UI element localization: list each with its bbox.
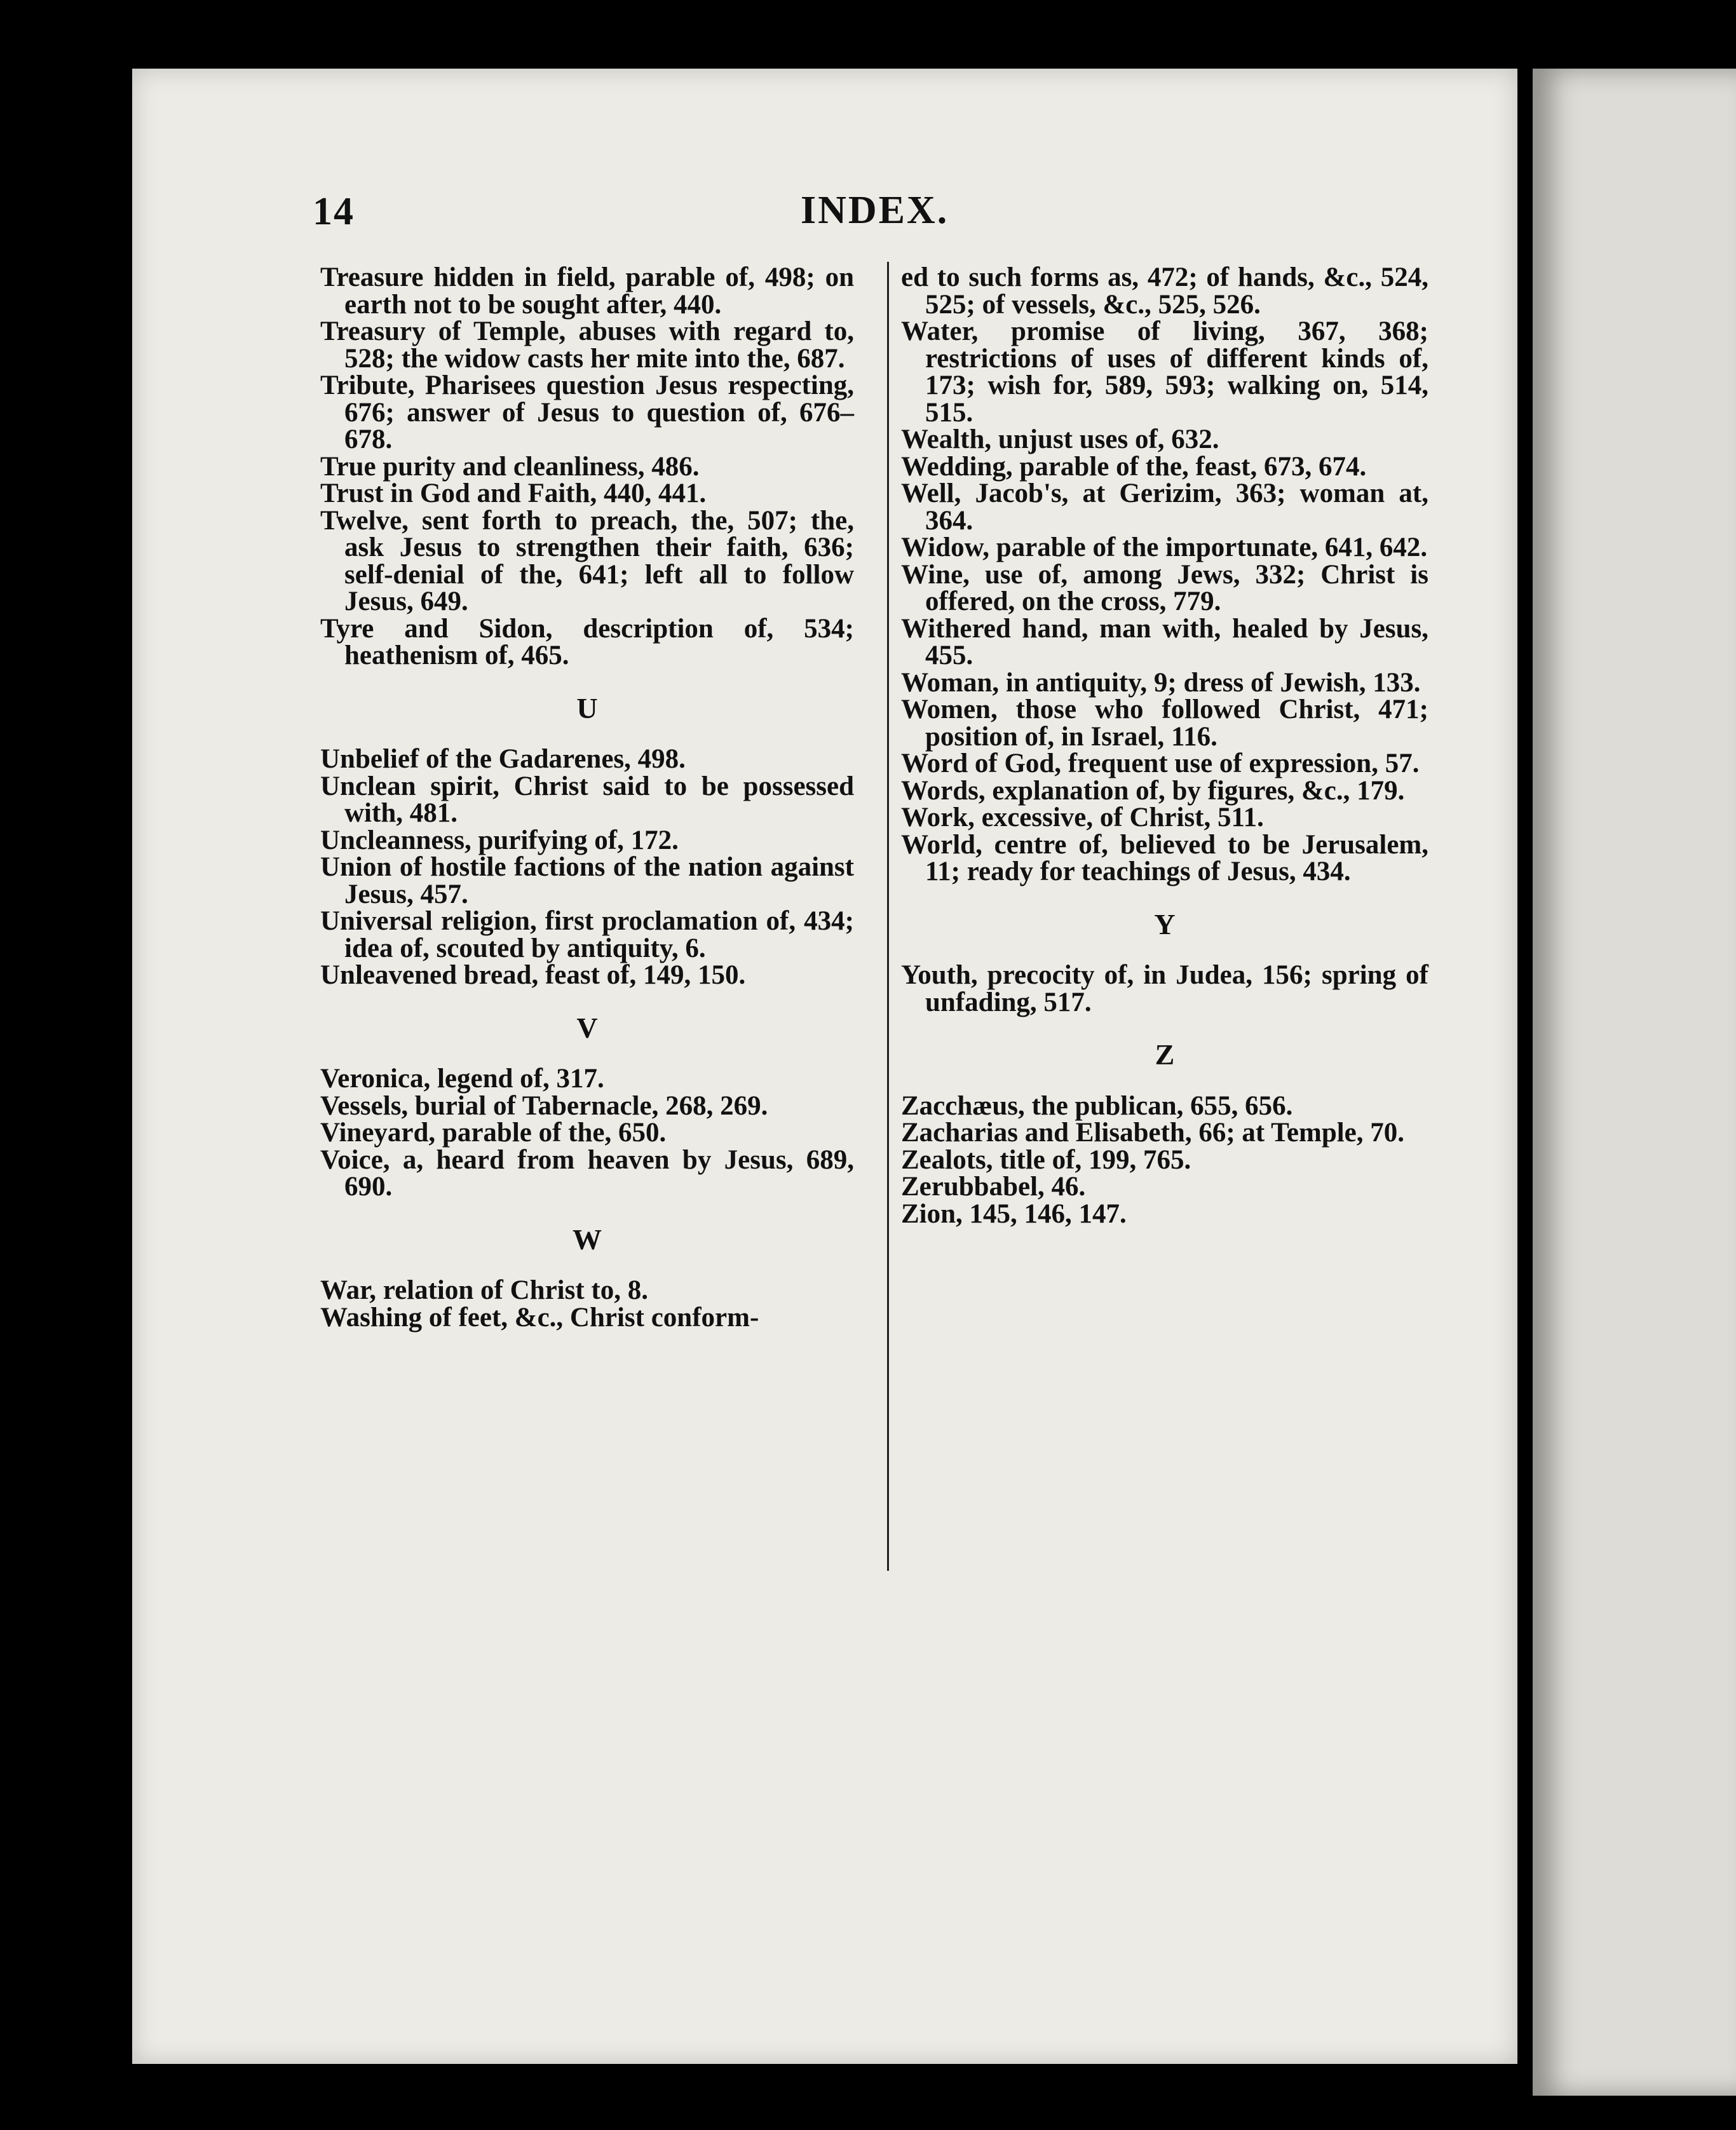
entries-u (320, 746, 854, 989)
entries-z (901, 1090, 1428, 1229)
right-column (901, 264, 1428, 1228)
index-entry: Vessels, burial of Tabernacle, 268, 269. (320, 1090, 768, 1121)
entries-w-continued (901, 264, 1428, 886)
index-entry: Woman, in antiquity, 9; dress of Jewish, 133. (901, 667, 1421, 698)
index-entry: Vineyard, parable of the, 650. (320, 1118, 667, 1148)
section-letter-u: U (576, 691, 598, 724)
index-entry: Word of God, frequent use of expression, 57. (901, 749, 1420, 778)
index-entry: Unleavened bread, feast of, 149, 150. (320, 960, 746, 990)
column-divider (887, 262, 889, 1571)
index-entry: Widow, parable of the importunate, 641, 642. (901, 532, 1428, 562)
index-entry: Uncleanness, purifying of, 172. (320, 825, 679, 855)
entries-t (320, 264, 854, 670)
index-entry: Unclean spirit, Christ said to be possessed with, 481. (320, 771, 854, 828)
entries-w (320, 1277, 854, 1331)
index-entry: Zacchæus, the publican, 655, 656. (901, 1090, 1293, 1121)
index-entry: Voice, a, heard from heaven by Jesus, 689, 690. (320, 1144, 854, 1202)
index-entry: Tribute, Pharisees question Jesus respecting, 676; answer of Jesus to question of, 676–678. (320, 370, 854, 454)
section-letter-z: Z (1155, 1038, 1175, 1071)
index-entry: True purity and cleanliness, 486. (320, 451, 700, 482)
index-entry: Treasury of Temple, abuses with regard to, 528; the widow casts her mite into the, 687. (320, 316, 854, 374)
index-entry: Twelve, sent forth to preach, the, 507; the, ask Jesus to strengthen their faith, 636; self-denial of the, 641; left all to follow Jesus, 649. (320, 505, 854, 616)
index-entry: Trust in God and Faith, 440, 441. (320, 478, 707, 508)
index-entry: Union of hostile factions of the nation against Jesus, 457. (320, 852, 854, 909)
section-letter-y: Y (1154, 907, 1176, 940)
left-column (320, 264, 854, 1331)
index-entry: Tyre and Sidon, description of, 534; heathenism of, 465. (320, 613, 854, 670)
index-entry: Zerubbabel, 46. (901, 1172, 1086, 1202)
index-entry: Treasure hidden in field, parable of, 498; on earth not to be sought after, 440. (320, 262, 854, 320)
index-entry: Women, those who followed Christ, 471; position of, in Israel, 116. (901, 695, 1428, 752)
index-entry: Zacharias and Elisabeth, 66; at Temple, 70. (901, 1118, 1405, 1148)
index-entry: Universal religion, first proclamation of, 434; idea of, scouted by antiquity, 6. (320, 906, 854, 963)
index-entry: World, centre of, believed to be Jerusalem, 11; ready for teachings of Jesus, 434. (901, 829, 1428, 886)
page-title: INDEX. (801, 189, 949, 232)
facing-page-edge (1533, 69, 1736, 2096)
index-entry: Wealth, unjust uses of, 632. (901, 424, 1219, 454)
index-entry: Zealots, title of, 199, 765. (901, 1144, 1191, 1175)
index-entry: ed to such forms as, 472; of hands, &c., 524, 525; of vessels, &c., 525, 526. (901, 262, 1428, 320)
entries-v (320, 1066, 854, 1201)
index-entry: Well, Jacob's, at Gerizim, 363; woman at, 364. (901, 478, 1428, 536)
index-entry: Unbelief of the Gadarenes, 498. (320, 744, 686, 774)
section-letter-w: W (573, 1223, 602, 1256)
index-entry: Work, excessive, of Christ, 511. (901, 803, 1264, 832)
index-entry: Washing of feet, &c., Christ conform- (320, 1302, 759, 1333)
index-entry: Wedding, parable of the, feast, 673, 674. (901, 451, 1367, 482)
index-entry: War, relation of Christ to, 8. (320, 1275, 648, 1305)
index-entry: Veronica, legend of, 317. (320, 1064, 604, 1094)
index-entry: Water, promise of living, 367, 368; restrictions of uses of different kinds of, 173; wish for, 589, 593; walking on, 514, 515. (901, 316, 1428, 428)
index-entry: Words, explanation of, by figures, &c., 179. (901, 775, 1405, 806)
section-letter-v: V (576, 1011, 598, 1044)
entries-y (901, 962, 1428, 1016)
index-entry: Wine, use of, among Jews, 332; Christ is offered, on the cross, 779. (901, 559, 1428, 616)
index-entry: Withered hand, man with, healed by Jesus, 455. (901, 613, 1428, 670)
page-number: 14 (313, 190, 355, 233)
index-entry: Youth, precocity of, in Judea, 156; spring of unfading, 517. (901, 960, 1428, 1017)
index-entry: Zion, 145, 146, 147. (901, 1198, 1127, 1229)
